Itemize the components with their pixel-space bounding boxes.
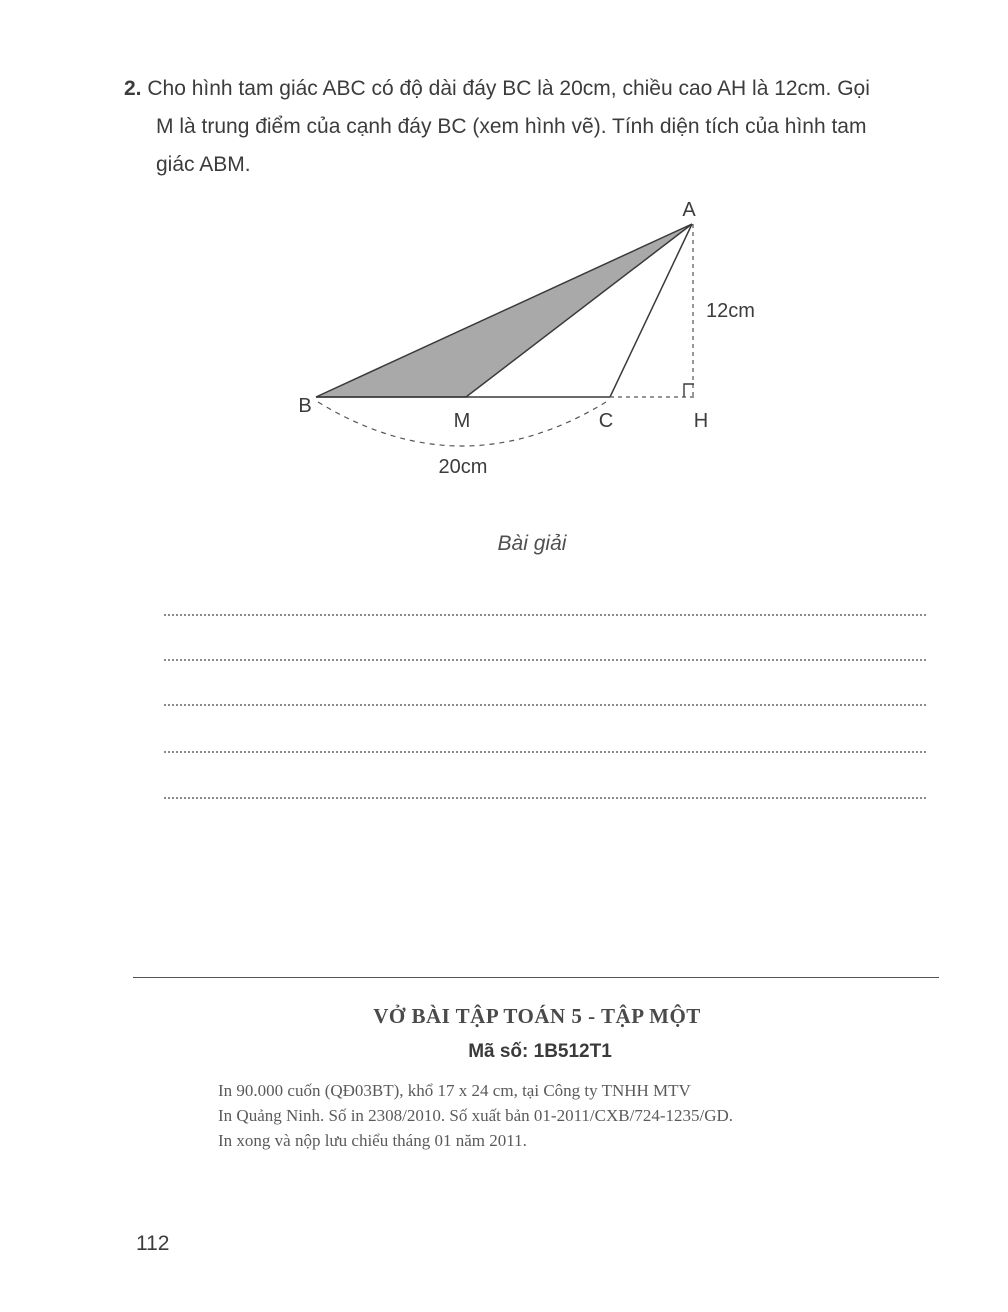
shaded-triangle-abm <box>316 224 692 397</box>
answer-line-2[interactable] <box>164 659 926 661</box>
answer-line-1[interactable] <box>164 614 926 616</box>
imprint-info <box>218 1078 938 1153</box>
answer-line-5[interactable] <box>164 797 926 799</box>
triangle-figure <box>0 0 1008 500</box>
book-code: Mã số: 1B512T1 <box>468 1041 612 1062</box>
label-h: H <box>693 410 709 432</box>
base-label: 20cm <box>438 456 488 478</box>
imprint-line-3: In xong và nộp lưu chiểu tháng 01 năm 2011. <box>218 1131 527 1150</box>
solution-title: Bài giải <box>497 532 567 555</box>
problem-line-2: M là trung điểm của cạnh đáy BC (xem hình vẽ). Tính diện tích của hình tam <box>156 115 867 138</box>
footer-divider <box>133 977 939 978</box>
problem-number: 2. <box>124 77 142 100</box>
imprint-line-1: In 90.000 cuốn (QĐ03BT), khổ 17 x 24 cm, tại Công ty TNHH MTV <box>218 1081 691 1100</box>
answer-line-3[interactable] <box>164 704 926 706</box>
problem-line-1: Cho hình tam giác ABC có độ dài đáy BC là 20cm, chiều cao AH là 12cm. Gọi <box>147 77 870 100</box>
label-a: A <box>682 199 696 221</box>
imprint-line-2: In Quảng Ninh. Số in 2308/2010. Số xuất bản 01-2011/CXB/724-1235/GD. <box>218 1106 734 1125</box>
label-c: C <box>598 410 614 432</box>
label-b: B <box>298 395 312 417</box>
page-number: 112 <box>136 1232 170 1255</box>
answer-line-4[interactable] <box>164 751 926 753</box>
height-label: 12cm <box>706 300 755 322</box>
problem-line-3: giác ABM. <box>156 153 251 176</box>
book-title: VỞ BÀI TẬP TOÁN 5 - TẬP MỘT <box>373 1004 701 1028</box>
label-m: M <box>453 410 471 432</box>
